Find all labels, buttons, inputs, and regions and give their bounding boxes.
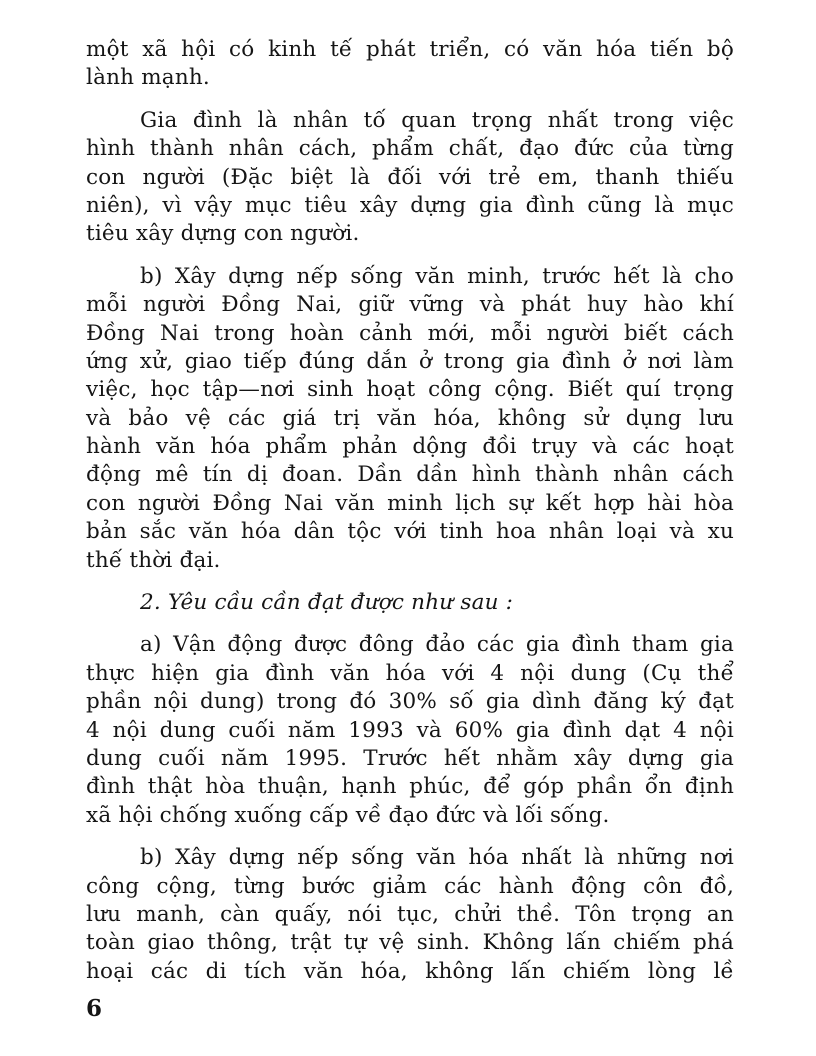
text-line: b) Xây dựng nếp sống văn hóa nhất là những nơi — [140, 845, 734, 871]
text-line: ứng xử, giao tiếp đúng dắn ở trong gia đình ở nơi làm — [86, 348, 734, 374]
text-line: lành mạnh. — [86, 65, 210, 91]
text-line: đình thật hòa thuận, hạnh phúc, để góp phần ổn định — [86, 774, 734, 800]
paragraph-4 — [86, 631, 734, 830]
text-line: bản sắc văn hóa dân tộc với tinh hoa nhân loại và xu — [86, 519, 734, 545]
text-line: con người (Đặc biệt là đối với trẻ em, thanh thiếu — [86, 164, 734, 190]
page-number: 6 — [86, 995, 103, 1022]
section-heading — [86, 589, 734, 617]
text-line: b) Xây dựng nếp sống văn minh, trước hết là cho — [140, 263, 734, 289]
text-line: hành văn hóa phẩm phản dộng đồi trụy và các hoạt — [86, 434, 734, 460]
text-line: mỗi người Đồng Nai, giữ vững và phát huy hào khí — [86, 292, 734, 318]
text-line: thực hiện gia đình văn hóa với 4 nội dung (Cụ thể — [86, 660, 734, 686]
page-body — [86, 36, 734, 1000]
text-line: Đồng Nai trong hoàn cảnh mới, mỗi người biết cách — [86, 320, 734, 346]
text-line: động mê tín dị đoan. Dần dần hình thành nhân cách — [86, 462, 734, 488]
text-line: Gia đình là nhân tố quan trọng nhất trong việc — [140, 107, 734, 133]
text-line: hoại các di tích văn hóa, không lấn chiếm lòng lề — [86, 958, 734, 984]
text-line: toàn giao thông, trật tự vệ sinh. Không lấn chiếm phá — [86, 930, 734, 956]
paragraph-1 — [86, 36, 734, 93]
text-line: và bảo vệ các giá trị văn hóa, không sử dụng lưu — [86, 405, 734, 431]
text-line: tiêu xây dựng con người. — [86, 221, 360, 247]
text-line: dung cuối năm 1995. Trước hết nhằm xây dựng gia — [86, 745, 734, 771]
paragraph-2 — [86, 107, 734, 249]
text-line: thế thời đại. — [86, 547, 221, 573]
paragraph-3 — [86, 263, 734, 575]
text-line: một xã hội có kinh tế phát triển, có văn hóa tiến bộ — [86, 37, 734, 62]
text-line: con người Đồng Nai văn minh lịch sự kết hợp hài hòa — [86, 490, 734, 516]
text-line: lưu manh, càn quấy, nói tục, chửi thề. Tôn trọng an — [86, 901, 734, 927]
text-line: a) Vận động được đông đảo các gia đình tham gia — [140, 632, 734, 658]
paragraph-5 — [86, 844, 734, 986]
text-line: hình thành nhân cách, phẩm chất, đạo đức của từng — [86, 136, 734, 162]
section-heading-text: 2. Yêu cầu cần đạt được như sau : — [140, 590, 514, 616]
text-line: xã hội chống xuống cấp về đạo đức và lối sống. — [86, 802, 610, 828]
text-line: niên), vì vậy mục tiêu xây dựng gia đình cũng là mục — [86, 192, 734, 218]
text-line: công cộng, từng bước giảm các hành động côn đồ, — [86, 873, 734, 899]
text-line: phần nội dung) trong đó 30% số gia dình đăng ký đạt — [86, 689, 734, 715]
text-line: 4 nội dung cuối năm 1993 và 60% gia đình dạt 4 nội — [86, 717, 734, 743]
text-line: việc, học tập—nơi sinh hoạt công cộng. Biết quí trọng — [86, 377, 734, 403]
